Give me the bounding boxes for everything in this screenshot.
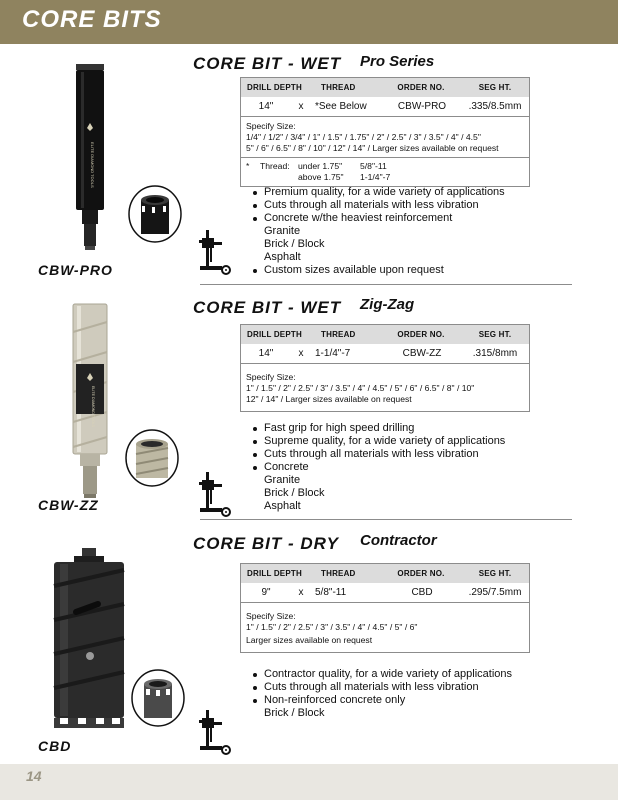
header-order-no: ORDER NO. [397, 330, 445, 339]
svg-text:ELITE DIAMOND TOOLS: ELITE DIAMOND TOOLS [91, 386, 95, 428]
section-title-cbd: CORE BIT - DRY [193, 534, 339, 553]
specify-sizes [241, 117, 529, 157]
list-item: Supreme quality, for a wide variety of applications [250, 435, 505, 448]
seg-ht-value: .315/8mm [472, 348, 518, 359]
header-thread: THREAD [321, 83, 356, 92]
sizes-line-1: 1/4" / 1/2" / 3/4" / 1" / 1.5" / 1.75" / 2" / 2.5" / 3" / 3.5" / 4" / 4.5" [246, 132, 481, 142]
header-drill-depth: DRILL DEPTH [247, 569, 302, 578]
header-seg-ht: SEG HT. [478, 83, 512, 92]
drill-depth-value: 9" [261, 587, 271, 598]
list-item: Non-reinforced concrete only [250, 694, 512, 707]
drill-rig-icon [196, 226, 234, 276]
x-separator: x [298, 348, 304, 359]
header-seg-ht: SEG HT. [478, 569, 512, 578]
list-item: Brick / Block [264, 238, 325, 250]
header-thread: THREAD [321, 330, 356, 339]
table-row [241, 97, 529, 117]
sizes-label: Specify Size: [246, 121, 296, 131]
section-title-zz: CORE BIT - WET [193, 298, 342, 317]
drill-depth-value: 14" [258, 348, 274, 359]
section-divider [200, 284, 572, 285]
sizes-line-1: 1" / 1.5" / 2" / 2.5" / 3" / 3.5" / 4" / 4.5" / 5" / 6" / 6.5" / 8" / 10" [246, 383, 475, 393]
list-item: Granite [264, 474, 301, 486]
list-item: Asphalt [264, 500, 301, 512]
feature-list-zz [250, 422, 505, 513]
model-label-cbd: CBD [38, 738, 72, 754]
order-no-value: CBD [411, 587, 433, 598]
spec-header-row [241, 564, 529, 583]
order-no-value: CBW-ZZ [402, 348, 442, 359]
core-bit-zz-detail-image [124, 428, 180, 488]
header-order-no: ORDER NO. [397, 569, 445, 578]
list-item: Brick / Block [264, 707, 325, 719]
list-item: Asphalt [264, 251, 301, 263]
thread-value: 5/8"-11 [315, 587, 347, 598]
specify-sizes [241, 364, 529, 411]
section-series-pro: Pro Series [360, 53, 435, 70]
drill-depth-value: 14" [258, 101, 274, 112]
seg-ht-value: .295/7.5mm [468, 587, 522, 598]
sizes-label: Specify Size: [246, 372, 296, 382]
sizes-line-2: 5" / 6" / 6.5" / 8" / 10" / 12" / 14" / Larger sizes available on request [246, 143, 499, 153]
x-separator: x [298, 587, 304, 598]
header-drill-depth: DRILL DEPTH [247, 83, 302, 92]
header-drill-depth: DRILL DEPTH [247, 330, 302, 339]
list-item: Brick / Block [264, 487, 325, 499]
header-seg-ht: SEG HT. [478, 330, 512, 339]
order-no-value: CBW-PRO [397, 101, 447, 112]
drill-rig-icon [196, 706, 234, 756]
header-order-no: ORDER NO. [397, 83, 445, 92]
list-item: Fast grip for high speed drilling [250, 422, 505, 435]
model-label-zz: CBW-ZZ [38, 497, 99, 513]
sizes-line-2: Larger sizes available on request [246, 635, 373, 645]
header-thread: THREAD [321, 569, 356, 578]
header-band [0, 0, 618, 44]
list-item: Premium quality, for a wide variety of applications [250, 186, 505, 199]
sizes-line-1: 1" / 1.5" / 2" / 2.5" / 3" / 3.5" / 4" / 4.5" / 5" / 6" [246, 622, 418, 632]
thread-note-label: Thread: [260, 161, 290, 171]
core-bit-pro-detail-image [127, 184, 183, 244]
drill-rig-icon [196, 468, 234, 518]
list-item: Cuts through all materials with less vibration [250, 448, 505, 461]
section-series-zz: Zig-Zag [360, 296, 415, 313]
spec-header-row [241, 78, 529, 97]
thread-note [241, 157, 529, 186]
thread-note-above-value: 1-1/4"-7 [360, 172, 391, 182]
list-item: Contractor quality, for a wide variety of applications [250, 668, 512, 681]
seg-ht-value: .335/8.5mm [468, 101, 522, 112]
thread-note-under-value: 5/8"-11 [360, 161, 387, 171]
list-item: Concrete [250, 461, 505, 474]
list-item: Cuts through all materials with less vibration [250, 681, 512, 694]
core-bit-pro-image [70, 62, 110, 252]
core-bit-zz-image [68, 302, 112, 500]
feature-list-cbd [250, 668, 512, 720]
section-divider [200, 519, 572, 520]
list-item: Granite [264, 225, 301, 237]
thread-value: 1-1/4"-7 [315, 348, 351, 359]
thread-note-star: * [246, 161, 250, 171]
table-row [241, 583, 529, 603]
footer-band [0, 764, 618, 800]
thread-note-above: above 1.75" [298, 172, 344, 182]
feature-list-pro [250, 186, 505, 277]
thread-value: *See Below [315, 101, 367, 112]
list-item: Cuts through all materials with less vibration [250, 199, 505, 212]
section-series-cbd: Contractor [360, 532, 437, 549]
list-item: Concrete w/the heaviest reinforcement [250, 212, 505, 225]
core-bit-cbd-detail-image [130, 668, 186, 728]
spec-header-row [241, 325, 529, 344]
svg-text:ELITE DIAMOND TOOLS: ELITE DIAMOND TOOLS [90, 142, 95, 188]
sizes-label: Specify Size: [246, 611, 296, 621]
thread-note-under: under 1.75" [298, 161, 343, 171]
specify-sizes [241, 603, 529, 652]
sizes-line-2: 12" / 14" / Larger sizes available on request [246, 394, 412, 404]
spec-table-pro [240, 77, 530, 187]
spec-table-zz [240, 324, 530, 412]
table-row [241, 344, 529, 364]
page-number: 14 [26, 768, 42, 784]
x-separator: x [298, 101, 304, 112]
page-title: CORE BITS [22, 6, 162, 33]
model-label-pro: CBW-PRO [38, 262, 113, 278]
spec-table-cbd [240, 563, 530, 653]
section-title-pro: CORE BIT - WET [193, 54, 342, 73]
list-item: Custom sizes available upon request [250, 264, 505, 277]
core-bit-cbd-image [46, 546, 132, 736]
